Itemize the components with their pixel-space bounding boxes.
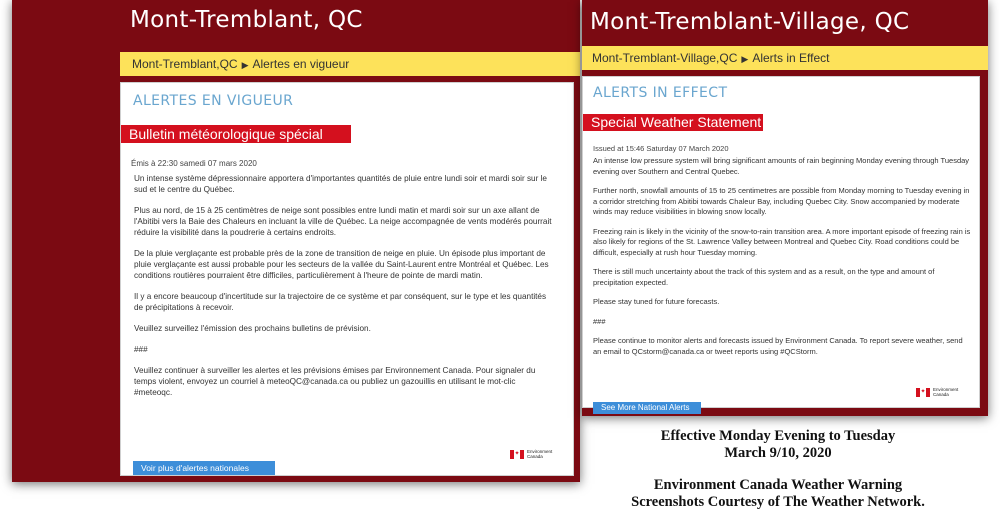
alert-body	[134, 173, 552, 408]
breadcrumb	[582, 46, 988, 70]
french-alert-panel	[12, 0, 580, 482]
alert-body	[593, 156, 973, 366]
alert-type-banner: Bulletin météorologique spécial	[121, 125, 351, 143]
triangle-right-icon: ▶	[741, 54, 749, 64]
alert-paragraph: ###	[134, 345, 148, 354]
caption-line: Effective Monday Evening to Tuesday	[660, 428, 896, 444]
alert-paragraph: Further north, snowfall amounts of 15 to 25 centimetres are possible from Monday morning to Tuesday evening in a corridor stretching from Abitibi towards Chaleur Bay, including Quebec City. Snow accompanied by moderate winds may reduce visibilities in blowing snow locally.	[593, 186, 970, 216]
alert-paragraph: There is still much uncertainty about the track of this system and as a result, on the type and amount of precipitation expected.	[593, 267, 935, 287]
breadcrumb-current: Alertes en vigueur	[252, 57, 350, 71]
more-national-alerts-button[interactable]: Voir plus d'alertes nationales	[133, 461, 275, 475]
issued-timestamp: Émis à 22:30 samedi 07 mars 2020	[131, 159, 257, 168]
caption-line: March 9/10, 2020	[724, 444, 832, 461]
canada-flag-icon: ✦	[510, 450, 524, 459]
breadcrumb	[120, 52, 580, 76]
alert-content	[582, 76, 980, 412]
environment-canada-logo	[510, 449, 552, 459]
logo-text: Environment Canada	[933, 387, 959, 397]
alert-paragraph: Plus au nord, de 15 à 25 centimètres de neige sont possibles entre lundi matin et mardi soir sur un axe allant de l'Abitibi vers la Baie des Chaleurs en incluant la ville de Québec. La neige accompagnée de vents modérés pourrait réduire la visibilité dans la poudrerie à certains endroits.	[134, 206, 552, 237]
caption-line: Environment Canada Weather Warning	[653, 477, 903, 493]
alert-paragraph: Freezing rain is likely in the vicinity of the snow-to-rain transition area. A more important episode of freezing rain is also likely for regions of the St. Lawrence Valley between Montreal and Quebec City. Road conditions could be difficult, especially at rush hour Tuesday morning.	[593, 226, 971, 257]
alert-paragraph: Please continue to monitor alerts and forecasts issued by Environment Canada. To report severe weather, send an email to QCstorm@canada.ca or tweet reports using #QCStorm.	[593, 336, 963, 356]
alert-content	[120, 82, 574, 476]
alert-paragraph: Please stay tuned for future forecasts.	[593, 297, 720, 306]
issued-timestamp: Issued at 15:46 Saturday 07 March 2020	[593, 144, 729, 153]
caption	[600, 428, 956, 510]
section-heading: ALERTS IN EFFECT	[593, 85, 728, 101]
caption-line: Screenshots Courtesy of The Weather Network.	[631, 493, 925, 510]
alert-paragraph: ###	[593, 316, 606, 326]
breadcrumb-current: Alerts in Effect	[752, 51, 830, 65]
more-national-alerts-button[interactable]: See More National Alerts	[593, 402, 701, 414]
alert-paragraph: De la pluie verglaçante est probable près de la zone de transition de neige en pluie. Un épisode plus important de pluie verglaçante est aussi probable pour les secteurs de la vallée du Saint-Laurent entre Montréal et Québec. Les conditions routières pourraient être difficiles, particulièrement à l'heure de pointe de mardi matin.	[134, 249, 549, 280]
page-title: Mont-Tremblant, QC	[130, 7, 363, 33]
alert-paragraph: Un intense système dépressionnaire apportera d'importantes quantités de pluie entre lundi soir et mardi soir sur le sud et le centre du Québec.	[134, 174, 547, 194]
breadcrumb-location[interactable]: Mont-Tremblant-Village,QC	[592, 51, 738, 65]
triangle-right-icon: ▶	[241, 60, 249, 70]
logo-text: Environment Canada	[527, 449, 553, 459]
canada-flag-icon: ✦	[916, 388, 930, 397]
section-heading: ALERTES EN VIGUEUR	[133, 93, 294, 109]
alert-paragraph: An intense low pressure system will bring significant amounts of rain beginning Monday evening through Tuesday evening over Southern and Central Quebec.	[593, 156, 970, 176]
environment-canada-logo	[916, 387, 958, 397]
breadcrumb-location[interactable]: Mont-Tremblant,QC	[132, 57, 238, 71]
alert-type-banner: Special Weather Statement	[583, 114, 763, 131]
alert-paragraph: Il y a encore beaucoup d'incertitude sur la trajectoire de ce système et par conséquent, sur le type et les quantités de précipitations à recevoir.	[134, 292, 547, 312]
alert-paragraph: Veuillez continuer à surveiller les alertes et les prévisions émises par Environnement Canada. Pour signaler du temps violent, envoyez un courriel à meteoQC@canada.ca ou publiez un gazouillis en utilisant le mot-clic #meteoqc.	[134, 366, 536, 397]
page-title: Mont-Tremblant-Village, QC	[590, 9, 910, 35]
english-alert-panel	[582, 0, 988, 416]
alert-paragraph: Veuillez surveillez l'émission des prochains bulletins de prévision.	[134, 324, 371, 333]
